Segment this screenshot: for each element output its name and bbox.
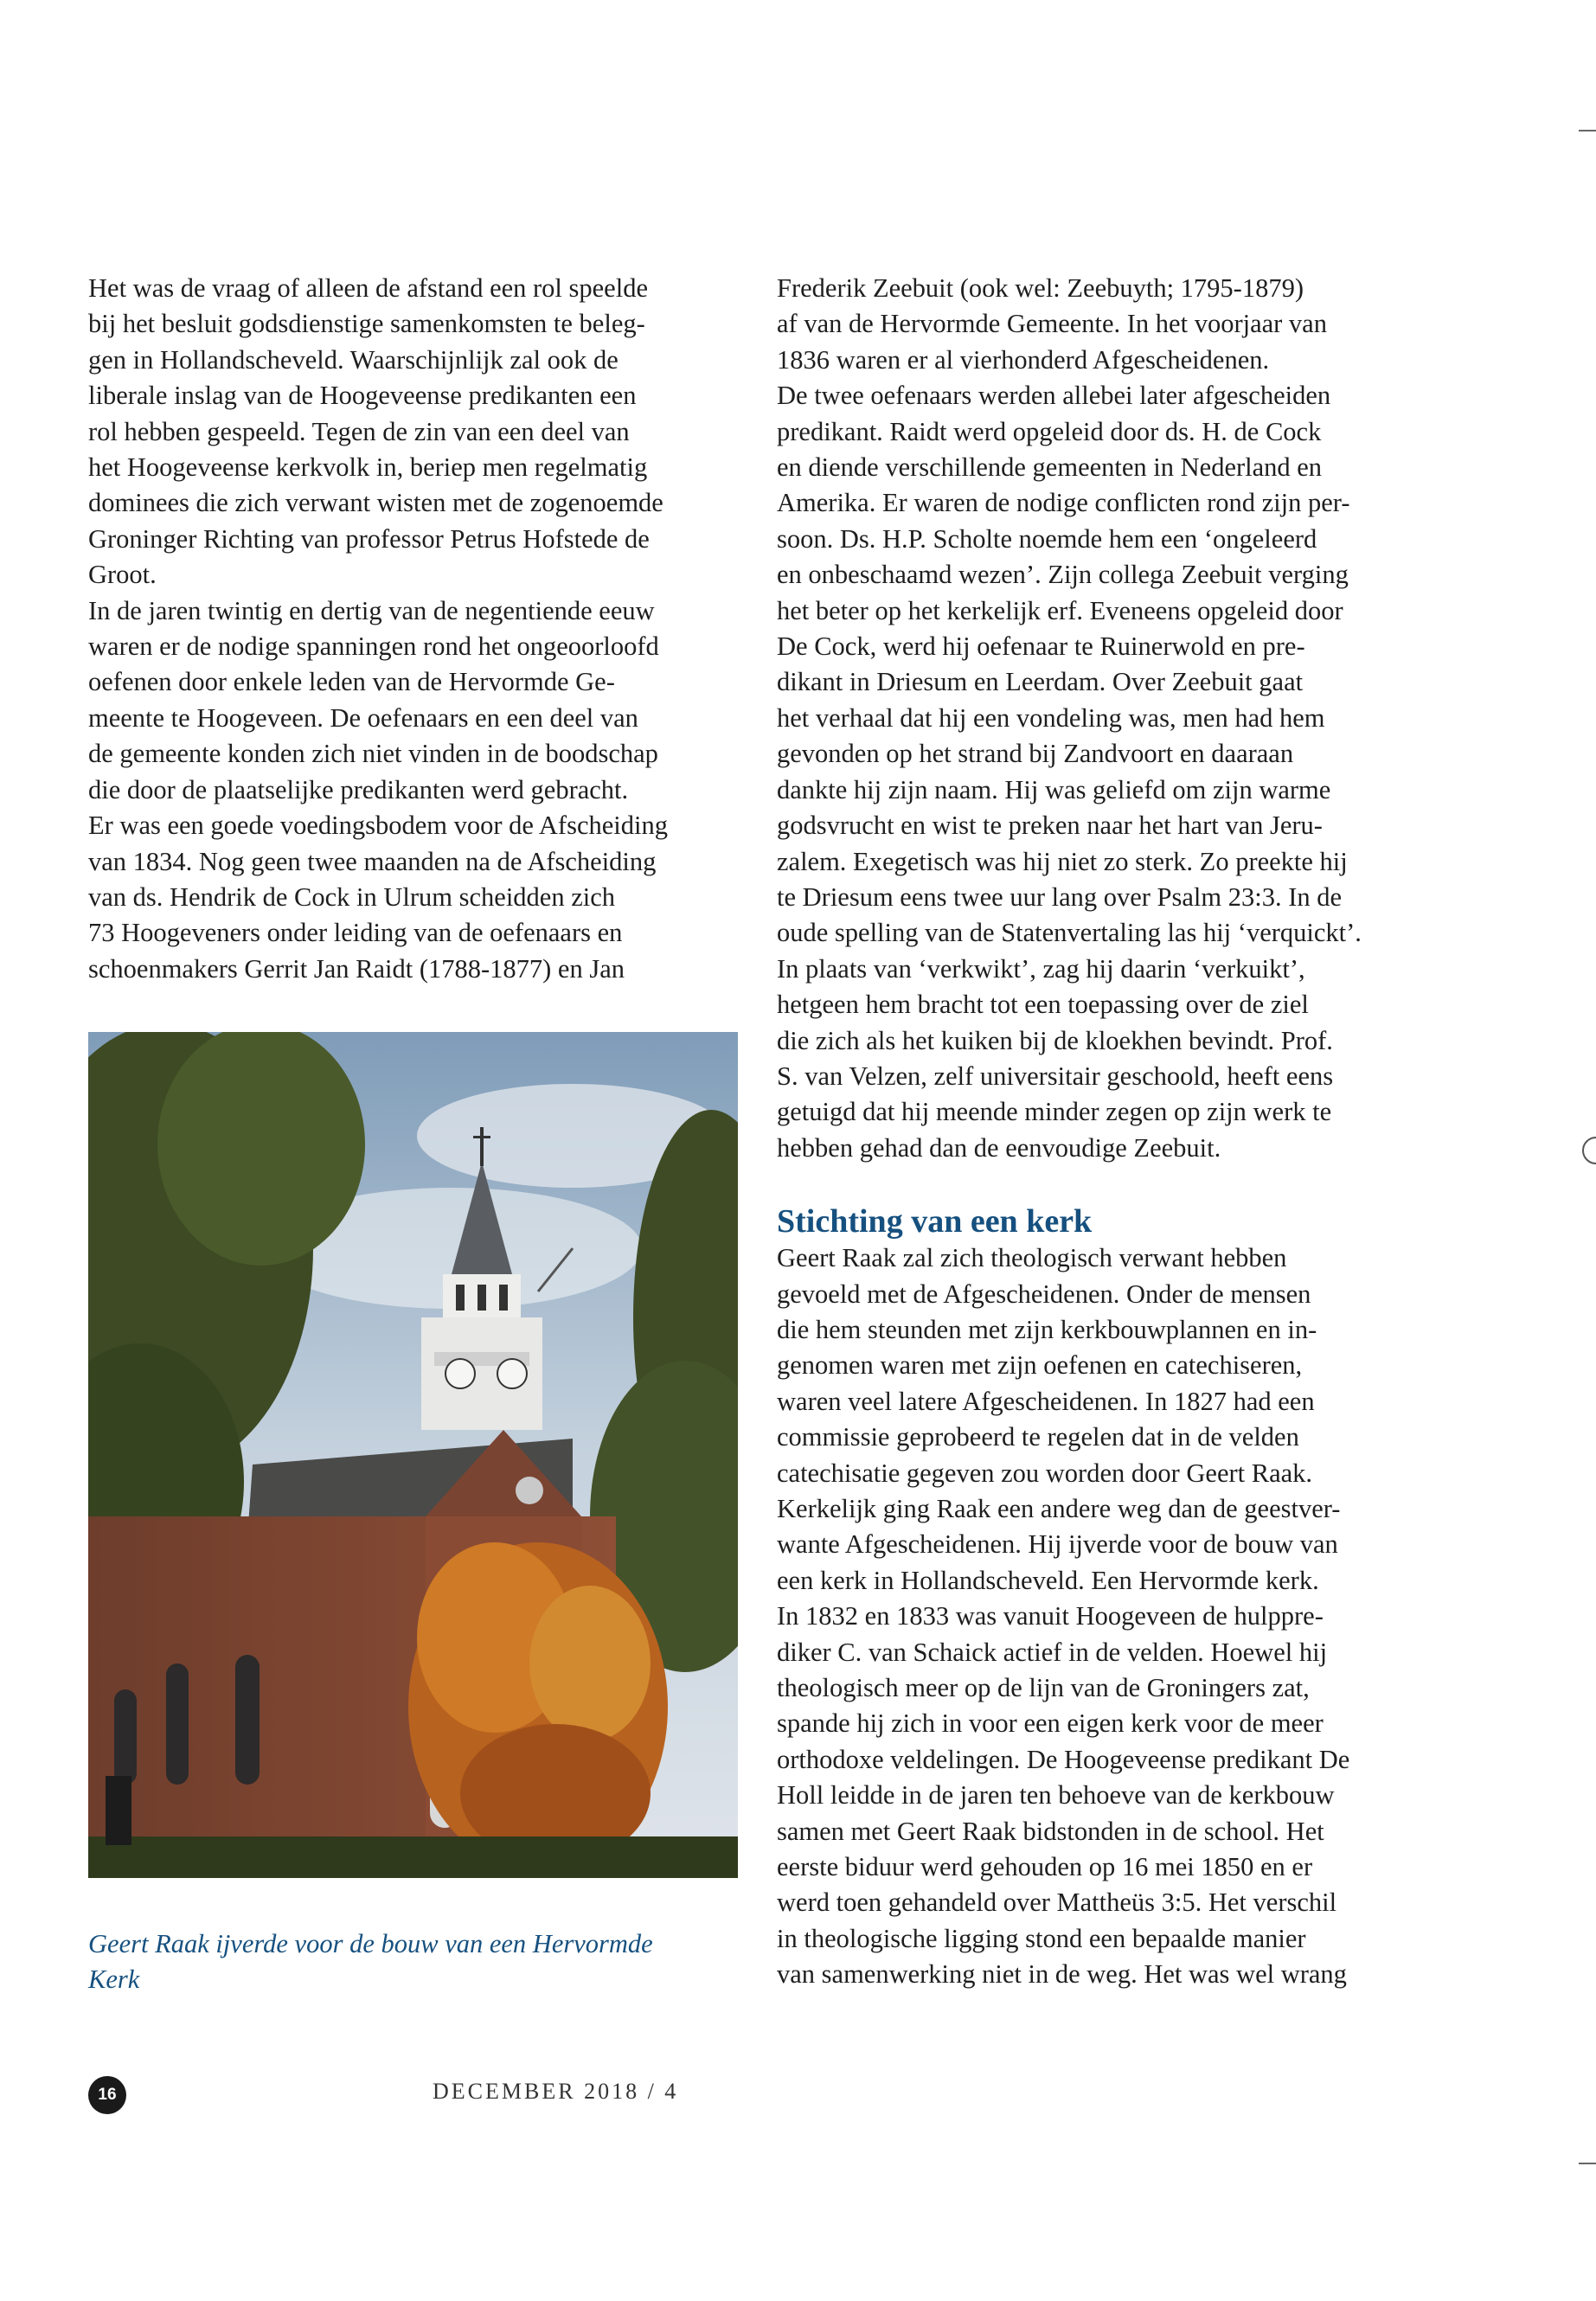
- section-heading: Stichting van een kerk: [777, 1203, 1093, 1240]
- crop-mark: [1579, 2163, 1596, 2164]
- registration-mark-icon: [1582, 1137, 1596, 1164]
- right-text-column: [777, 271, 1426, 1993]
- paragraph: Het was de vraag of alleen de afstand een rol speelde bij het besluit godsdienstige samenkomsten te beleg- gen in Hollandscheveld. Waarschijnlijk zal ook de liberale inslag van de Hoogeveense predikanten een rol hebben gespeeld. Tegen de zin van een deel van het Hoogeveense kerkvolk in, beriep men regelmatig dominees die zich verwant wisten met de zogenoemde Groninger Richting van professor Petrus Hofstede de Groot.: [88, 273, 663, 590]
- paragraph: De twee oefenaars werden allebei later afgescheiden predikant. Raidt werd opgeleid door ds. H. de Cock en diende verschillende gemeenten in Nederland en Amerika. Er waren de nodige conflicten rond zijn per- soon. Ds. H.P. Scholte noemde hem een ‘ongeleerd en onbeschaamd wezen’. Zijn collega Zeebuit verging het beter op het kerkelijk erf. Eveneens opgeleid door De Cock, werd hij oefenaar te Ruinerwold en pre- dikant in Driesum en Leerdam. Over Zeebuit gaat het verhaal dat hij een vondeling was, men had hem gevonden op het strand bij Zandvoort en daaraan dankte hij zijn naam. Hij was geliefd om zijn warme godsvrucht en wist te preken naar het hart van Jeru- zalem. Exegetisch was hij niet zo sterk. Zo preekte hij te Driesum eens twee uur lang over Psalm 23:3. In de oude spelling van de Statenvertaling las hij ‘verquickt’. In plaats van ‘verkwikt’, zag hij daarin ‘verkuikt’, hetgeen hem bracht tot een toepassing over de ziel die zich als het kuiken bij de kloekhen bevindt. Prof. S. van Velzen, zelf universitair geschoold, heeft eens getuigd dat hij meende minder zegen op zijn werk te hebben gehad dan de eenvoudige Zeebuit.: [777, 381, 1362, 1163]
- church-photo: [88, 1032, 738, 1878]
- paragraph: Geert Raak zal zich theologisch verwant hebben gevoeld met de Afgescheidenen. Onder de mensen die hem steunden met zijn kerkbouwplannen en in- genomen waren met zijn oefenen en catechiseren, waren veel latere Afgescheidenen. In 1827 had een commissie geprobeerd te regelen dat in de velden catechisatie gegeven zou worden door Geert Raak. Kerkelijk ging Raak een andere weg dan de geestver- wante Afgescheidenen. Hij ijverde voor de bouw van een kerk in Hollandscheveld. Een Hervormde kerk. In 1832 en 1833 was vanuit Hoogeveen de hulppre- diker C. van Schaick actief in de velden. Hoewel hij theologisch meer op de lijn van de Groningers zat, spande hij zich in voor een eigen kerk voor de meer orthodoxe veldelingen. De Hoogeveense predikant De Holl leidde in de jaren ten behoeve van de kerkbouw samen met Geert Raak bidstonden in de school. Het eerste biduur werd gehouden op 16 mei 1850 en er werd toen gehandeld over Mattheüs 3:5. Het verschil in theologische ligging stond een bepaalde manier van samenwerking niet in de weg. Het was wel wrang: [777, 1243, 1350, 1990]
- photo-caption: Geert Raak ijverde voor de bouw van een Hervormde Kerk: [88, 1929, 653, 1995]
- crop-mark: [1579, 130, 1596, 131]
- left-text-column: [88, 271, 738, 987]
- paragraph: Frederik Zeebuit (ook wel: Zeebuyth; 1795-1879) af van de Hervormde Gemeente. In het voorjaar van 1836 waren er al vierhonderd Afgescheidenen.: [777, 273, 1327, 375]
- page-number-badge: 16: [88, 2076, 126, 2114]
- issue-footer: DECEMBER 2018 / 4: [433, 2079, 679, 2104]
- paragraph: In de jaren twintig en dertig van de negentiende eeuw waren er de nodige spanningen rond het ongeoorloofd oefenen door enkele leden van de Hervormde Ge- meente te Hoogeveen. De oefenaars en een deel van de gemeente konden zich niet vinden in de boodschap die door de plaatselijke predikanten werd gebracht. Er was een goede voedingsbodem voor de Afscheiding van 1834. Nog geen twee maanden na de Afscheiding van ds. Hendrik de Cock in Ulrum scheidden zich 73 Hoogeveners onder leiding van de oefenaars en schoenmakers Gerrit Jan Raidt (1788-1877) en Jan: [88, 595, 668, 984]
